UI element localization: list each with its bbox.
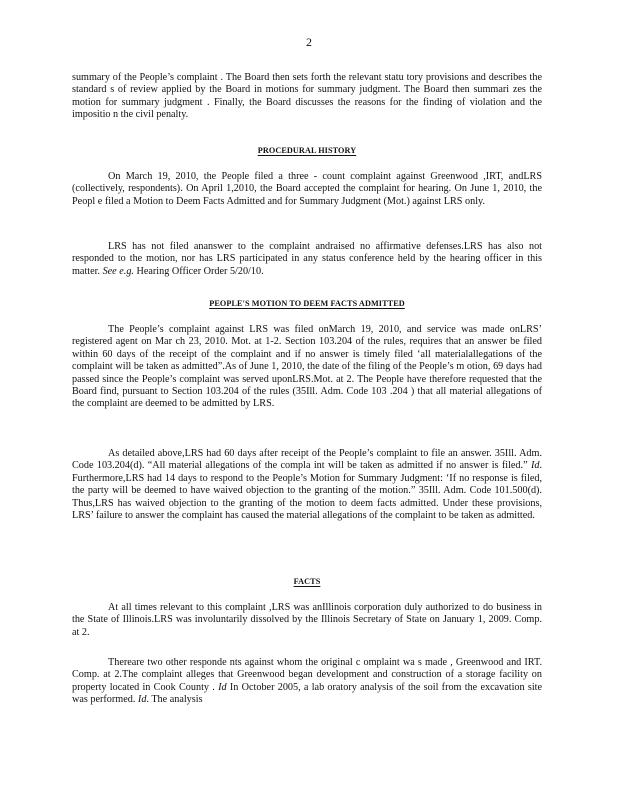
facts-paragraph-2	[72, 657, 542, 707]
procedural-history-text-1: On March 19, 2010, the People filed a three - count complaint against Greenwood ,IRT, andLRS (collectively, respondents). On April 1,2010, the Board accepted the complaint for hearing. On June 1, 2010, the Peopl e filed a Motion to Deem Facts Admitted and for Summary Judgment (Mot.) against LRS only.	[72, 171, 542, 207]
facts-heading	[72, 576, 542, 588]
citation-id-1: Id	[218, 681, 227, 693]
intro-text: summary of the People’s complaint . The Board then sets forth the relevant statu tory provisions and describes the standard s of review applied by the Board in motions for summary judgment. The Board then summari zes the motion for summary judgment . Finally, the Board discusses the reasons for the finding of violation and the impositio n the civil penalty.	[72, 72, 542, 121]
facts-text-2-b: In October 2005, a lab oratory analysis of the soil from the excavation site was performed.	[72, 681, 543, 706]
facts-text-1: At all times relevant to this complaint ,LRS was anIllinois corporation duly authorized to do business in the State of Illinois.LRS was involuntarily dissolved by the Illinois Secretary of State on January 1, 2009. Comp. at 2.	[72, 602, 542, 638]
motion-text-2	[72, 448, 542, 522]
procedural-history-heading	[72, 145, 542, 157]
citation-hearing-order: Hearing Officer Order 5/20/10.	[136, 265, 264, 277]
procedural-history-paragraph-2	[72, 241, 542, 278]
citation-id: Id	[530, 460, 540, 472]
motion-text-2-a: As detailed above,LRS had 60 days after receipt of the People’s complaint to file an answer. 35Ill. Adm. Code 103.204(d). “All material allegations of the compla int will be taken as admitted if no answer is filed.”	[72, 448, 542, 472]
procedural-history-text-2-main: LRS has not filed ananswer to the complaint andraised no affirmative defenses.LRS has also not responded to the motion, nor has LRS participated in any status conference held by the hearing officer in this matter.	[72, 241, 542, 277]
facts-heading-text: FACTS	[293, 577, 321, 586]
procedural-history-text-2	[72, 241, 542, 278]
motion-paragraph-2	[72, 448, 542, 522]
procedural-history-paragraph-1	[72, 171, 542, 208]
motion-heading	[72, 298, 542, 310]
facts-paragraph-1	[72, 602, 542, 639]
motion-text-2-b: . Furthermore,LRS had 14 days to respond to the People’s Motion for Summary Judgment: ‘If no response is filed, the party will be deemed to have waived objection to the granting of the motion.” 35Ill. Adm. Code 101.500(d). Thus,LRS has waived objection to the granting of the motion to deem facts admitted. Under these provisions, LRS’ failure to answer the complaint has caused the material allegations of the complaint to be taken as admitted.	[72, 460, 542, 522]
motion-paragraph-1	[72, 324, 542, 411]
citation-id-2: Id	[137, 694, 147, 706]
citation-see-eg: See e.g.	[102, 265, 134, 277]
procedural-history-heading-text: PROCEDURAL HISTORY	[257, 146, 357, 155]
facts-text-2	[72, 657, 542, 707]
intro-paragraph	[72, 72, 542, 122]
motion-heading-text: PEOPLE'S MOTION TO DEEM FACTS ADMITTED	[209, 299, 405, 308]
motion-text-1: The People’s complaint against LRS was filed onMarch 19, 2010, and service was made onLRS’ registered agent on Mar ch 23, 2010. Mot. at 1-2. Section 103.204 of the rules, requires that an answer be filed within 60 days of the receipt of the complaint and if no answer is timely filed ‘all materialallegations of the complaint will be taken as admitted”.As of June 1, 2010, the date of the filing of the People’s m otion, 69 days had passed since the People’s complaint was served uponLRS.Mot. at 2. The People have therefore requested that the Board find, pursuant to Section 103.204 of the rules (35Ill. Adm. Code 103 .204 ) that all material allegations of the complaint are deemed to be admitted by LRS.	[72, 324, 542, 410]
facts-text-2-a: Thereare two other responde nts against whom the original c omplaint wa s made , Greenwood and IRT. Comp. at 2.The complaint alleges that Greenwood began development and construction of a storage facility on property located in Cook County .	[72, 657, 542, 693]
page-number: 2	[306, 35, 312, 49]
facts-text-2-c: . The analysis	[146, 694, 203, 706]
